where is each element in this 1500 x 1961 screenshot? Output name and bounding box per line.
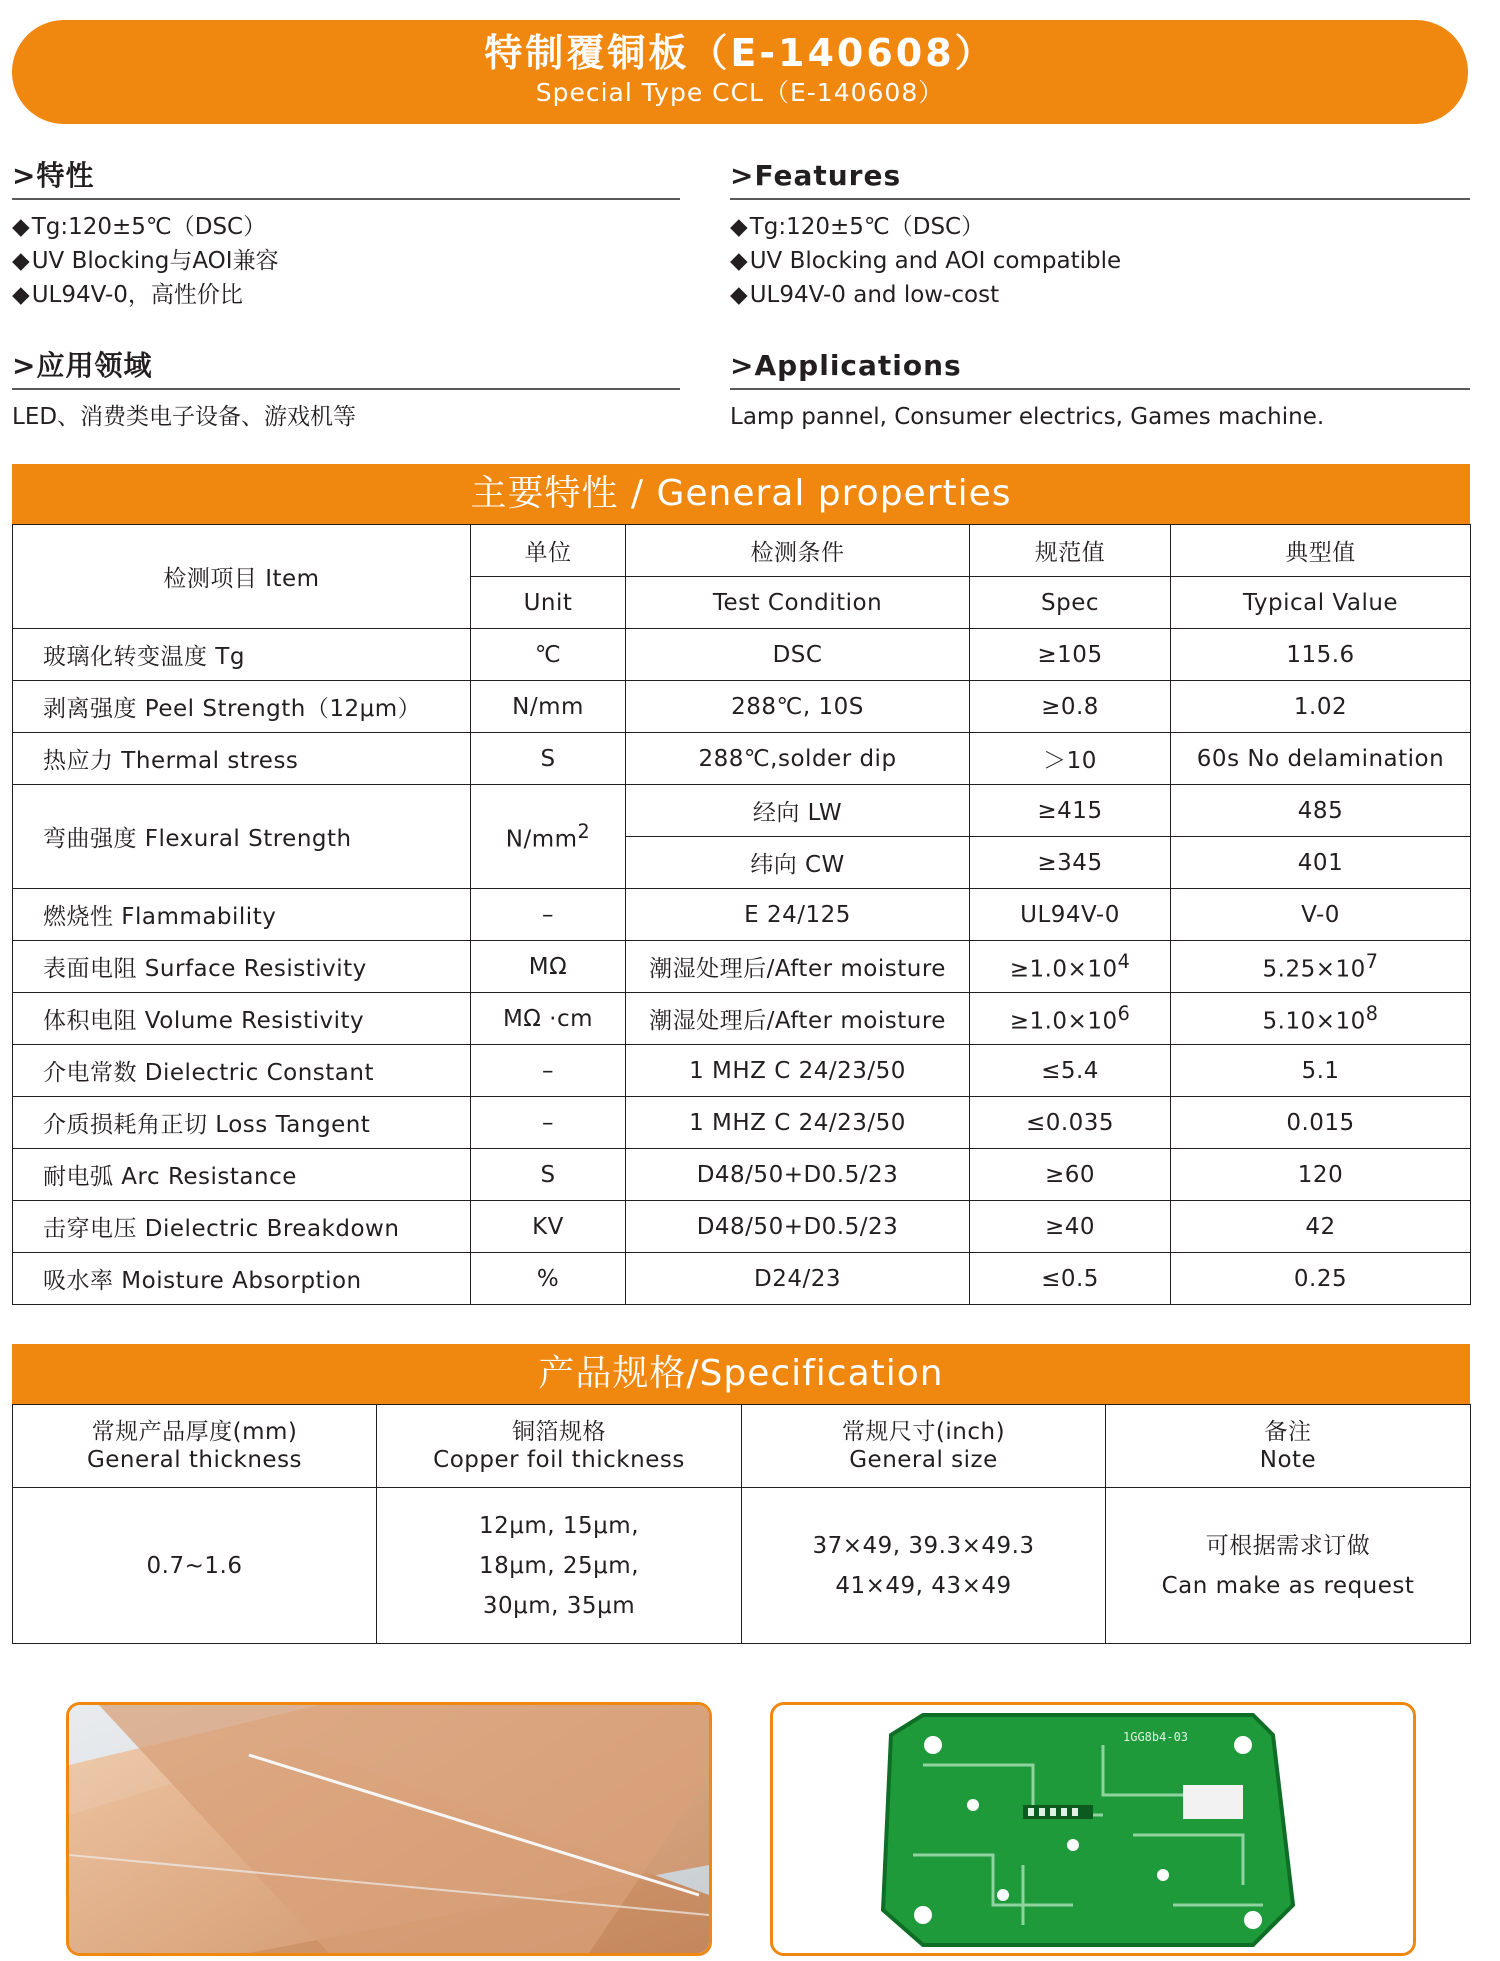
cell-cond: 潮湿处理后/After moisture <box>626 993 970 1045</box>
cell-typ: 60s No delamination <box>1171 733 1471 785</box>
cell-unit: S <box>471 733 626 785</box>
cell-item: 耐电弧 Arc Resistance <box>13 1149 471 1201</box>
list-item: ◆Tg:120±5℃（DSC） <box>730 214 985 240</box>
cell-item: 体积电阻 Volume Resistivity <box>13 993 471 1045</box>
divider <box>730 198 1470 200</box>
cell-item: 表面电阻 Surface Resistivity <box>13 941 471 993</box>
header-note: 备注 Note <box>1106 1405 1471 1488</box>
applications-cn-section <box>12 348 680 434</box>
cell-typ: 0.015 <box>1171 1097 1471 1149</box>
cell-typ: 0.25 <box>1171 1253 1471 1305</box>
table-row <box>13 941 1471 993</box>
copper-sheets-image <box>69 1705 709 1953</box>
specification-title: 产品规格/Specification <box>12 1344 1470 1404</box>
header-copper-foil: 铜箔规格 Copper foil thickness <box>377 1405 742 1488</box>
title-cn: 特制覆铜板（E-140608） <box>484 31 996 75</box>
table-row <box>13 733 1471 785</box>
table-header-row <box>13 525 1471 577</box>
header-typ-cn: 典型值 <box>1171 525 1471 577</box>
table-row <box>13 1149 1471 1201</box>
cell-typ: V-0 <box>1171 889 1471 941</box>
cell-cond: 纬向 CW <box>626 837 970 889</box>
pcb-board-image <box>773 1705 1413 1953</box>
diamond-bullet-icon: ◆ <box>730 248 748 274</box>
cell-cond: 1 MHZ C 24/23/50 <box>626 1097 970 1149</box>
list-item: ◆UV Blocking与AOI兼容 <box>12 248 279 274</box>
cell-spec: $\ge 1.0\times 10^4$ <box>970 941 1171 993</box>
table-row <box>13 785 1471 837</box>
cell-unit: KV <box>471 1201 626 1253</box>
features-cn-heading: >特性 <box>12 159 95 192</box>
list-item: ◆UL94V-0，高性价比 <box>12 282 243 308</box>
cell-spec: ≤0.5 <box>970 1253 1171 1305</box>
cell-typ: 5.1 <box>1171 1045 1471 1097</box>
cell-unit: – <box>471 889 626 941</box>
header-unit-cn: 单位 <box>471 525 626 577</box>
table-row <box>13 1253 1471 1305</box>
cell-cond: DSC <box>626 629 970 681</box>
divider <box>12 388 680 390</box>
cell-cond: D48/50+D0.5/23 <box>626 1149 970 1201</box>
cell-unit: % <box>471 1253 626 1305</box>
header-typ-en: Typical Value <box>1171 577 1471 629</box>
divider <box>730 388 1470 390</box>
diamond-bullet-icon: ◆ <box>12 248 30 274</box>
cell-unit: MΩ ·cm <box>471 993 626 1045</box>
table-row <box>13 1045 1471 1097</box>
features-cn-section <box>12 158 680 312</box>
list-item: ◆UV Blocking and AOI compatible <box>730 248 1122 274</box>
cell-cond: D48/50+D0.5/23 <box>626 1201 970 1253</box>
pcb-photo <box>770 1702 1416 1956</box>
cell-cond: 潮湿处理后/After moisture <box>626 941 970 993</box>
table-row <box>13 1097 1471 1149</box>
cell-unit: ℃ <box>471 629 626 681</box>
table-row <box>13 993 1471 1045</box>
cell-item: 吸水率 Moisture Absorption <box>13 1253 471 1305</box>
list-item: ◆Tg:120±5℃（DSC） <box>12 214 267 240</box>
features-en-heading: >Features <box>730 159 902 192</box>
applications-cn-text: LED、消费类电子设备、游戏机等 <box>12 404 357 430</box>
cell-spec: ≤5.4 <box>970 1045 1171 1097</box>
cell-item: 剥离强度 Peel Strength（12μm） <box>13 681 471 733</box>
diamond-bullet-icon: ◆ <box>12 282 30 308</box>
cell-typ: 120 <box>1171 1149 1471 1201</box>
cell-typ: 42 <box>1171 1201 1471 1253</box>
cell-cond: 288℃, 10S <box>626 681 970 733</box>
cell-typ: 1.02 <box>1171 681 1471 733</box>
cell-spec: ≥60 <box>970 1149 1171 1201</box>
diamond-bullet-icon: ◆ <box>12 214 30 240</box>
cell-cond: E 24/125 <box>626 889 970 941</box>
cell-typ: $5.10\times 10^8$ <box>1171 993 1471 1045</box>
divider <box>12 198 680 200</box>
cell-cond: 288℃,solder dip <box>626 733 970 785</box>
cell-unit: N/mm <box>471 681 626 733</box>
cell-item: 击穿电压 Dielectric Breakdown <box>13 1201 471 1253</box>
features-en-section <box>730 158 1470 312</box>
cell-unit: – <box>471 1097 626 1149</box>
cell-item: 玻璃化转变温度 Tg <box>13 629 471 681</box>
cell-unit: – <box>471 1045 626 1097</box>
cell-item: 热应力 Thermal stress <box>13 733 471 785</box>
cell-typ: 115.6 <box>1171 629 1471 681</box>
diamond-bullet-icon: ◆ <box>730 214 748 240</box>
table-header-row <box>13 1405 1471 1488</box>
header-cond-cn: 检测条件 <box>626 525 970 577</box>
applications-en-section <box>730 348 1470 434</box>
cell-item: 燃烧性 Flammability <box>13 889 471 941</box>
cell-spec: $\ge 1.0\times 10^6$ <box>970 993 1171 1045</box>
general-properties-title: 主要特性 / General properties <box>12 464 1470 524</box>
pcb-label: 1GG8b4-03 <box>1123 1730 1189 1744</box>
cell-unit: S <box>471 1149 626 1201</box>
cell-cond: 经向 LW <box>626 785 970 837</box>
cell-note: 可根据需求订做 Can make as request <box>1106 1488 1471 1644</box>
list-item: ◆UL94V-0 and low-cost <box>730 282 1000 308</box>
header-thickness: 常规产品厚度(mm) General thickness <box>13 1405 377 1488</box>
page-header <box>12 20 1468 124</box>
applications-en-text: Lamp pannel, Consumer electrics, Games machine. <box>730 404 1325 430</box>
cell-spec: ≥0.8 <box>970 681 1171 733</box>
cell-thickness: 0.7~1.6 <box>13 1488 377 1644</box>
cell-unit: $N/mm^2$ <box>471 785 626 889</box>
cell-spec: ≤0.035 <box>970 1097 1171 1149</box>
title-en: Special Type CCL（E-140608） <box>535 78 945 107</box>
applications-cn-heading: >应用领域 <box>12 349 153 382</box>
diamond-bullet-icon: ◆ <box>730 282 748 308</box>
table-row <box>13 681 1471 733</box>
specification-table <box>12 1404 1471 1644</box>
cell-spec: ≥345 <box>970 837 1171 889</box>
cell-spec: UL94V-0 <box>970 889 1171 941</box>
cell-typ: 485 <box>1171 785 1471 837</box>
cell-typ: $5.25\times 10^7$ <box>1171 941 1471 993</box>
header-spec-en: Spec <box>970 577 1171 629</box>
header-cond-en: Test Condition <box>626 577 970 629</box>
cell-cond: 1 MHZ C 24/23/50 <box>626 1045 970 1097</box>
header-spec-cn: 规范值 <box>970 525 1171 577</box>
cell-cond: D24/23 <box>626 1253 970 1305</box>
cell-item: 介电常数 Dielectric Constant <box>13 1045 471 1097</box>
table-row <box>13 889 1471 941</box>
applications-en-heading: >Applications <box>730 349 962 382</box>
header-item: 检测项目 Item <box>13 525 471 629</box>
cell-spec: ＞10 <box>970 733 1171 785</box>
cell-unit: MΩ <box>471 941 626 993</box>
cell-spec: ≥40 <box>970 1201 1171 1253</box>
cell-item: 介质损耗角正切 Loss Tangent <box>13 1097 471 1149</box>
cell-spec: ≥415 <box>970 785 1171 837</box>
cell-spec: ≥105 <box>970 629 1171 681</box>
cell-copper-foil: 12μm, 15μm, 18μm, 25μm, 30μm, 35μm <box>377 1488 742 1644</box>
header-size: 常规尺寸(inch) General size <box>742 1405 1106 1488</box>
general-properties-table <box>12 524 1471 1305</box>
table-row <box>13 1488 1471 1644</box>
table-row <box>13 1201 1471 1253</box>
cell-size: 37×49, 39.3×49.3 41×49, 43×49 <box>742 1488 1106 1644</box>
header-unit-en: Unit <box>471 577 626 629</box>
table-row <box>13 629 1471 681</box>
cell-item: 弯曲强度 Flexural Strength <box>13 785 471 889</box>
cell-typ: 401 <box>1171 837 1471 889</box>
ccl-sheets-photo <box>66 1702 712 1956</box>
